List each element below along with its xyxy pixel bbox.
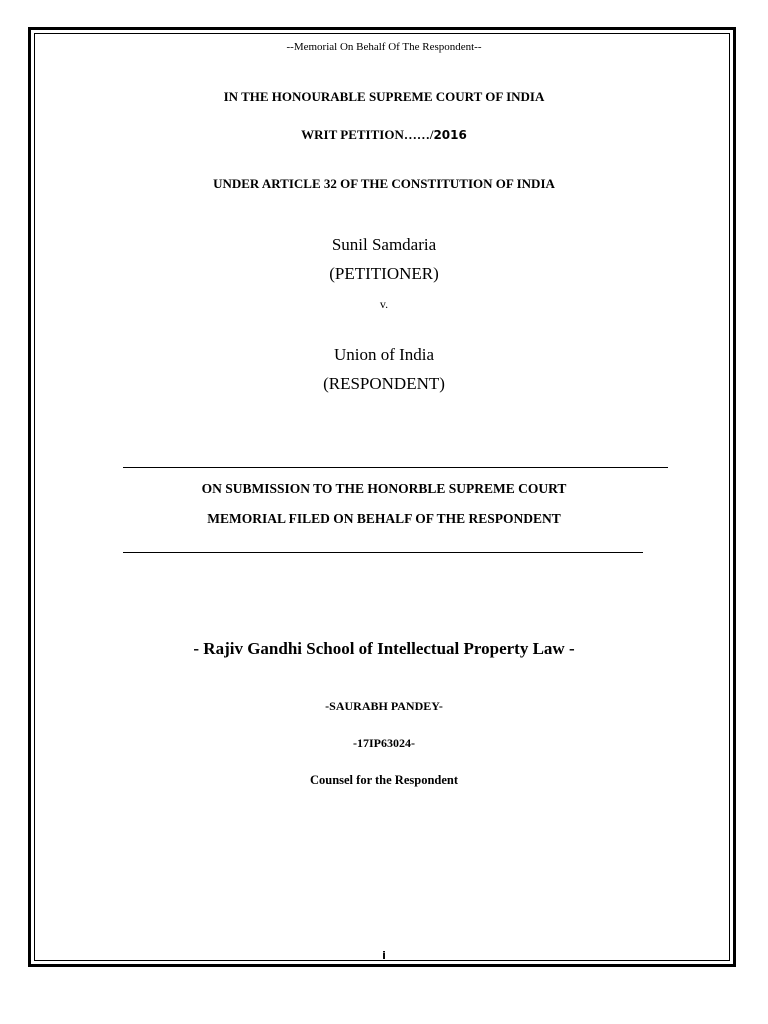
divider-bottom — [123, 552, 643, 553]
memorial-heading: MEMORIAL FILED ON BEHALF OF THE RESPONDENT — [207, 511, 561, 526]
page-border-inner — [34, 33, 730, 961]
respondent-name: Union of India — [333, 345, 435, 364]
writ-petition-line — [0, 127, 768, 143]
counsel-name: -SAURABH PANDEY- — [325, 699, 443, 713]
respondent-role: (RESPONDENT) — [323, 374, 445, 393]
petitioner-role: (PETITIONER) — [329, 264, 439, 283]
article-line: UNDER ARTICLE 32 OF THE CONSTITUTION OF INDIA — [213, 176, 555, 191]
page-number: i — [382, 949, 386, 962]
versus-label: v. — [379, 297, 389, 311]
writ-petition-year: 2016 — [433, 128, 467, 142]
writ-petition-label: WRIT PETITION……/ — [301, 127, 434, 142]
submission-heading: ON SUBMISSION TO THE HONORBLE SUPREME COURT — [201, 481, 567, 496]
running-header: --Memorial On Behalf Of The Respondent-- — [286, 41, 482, 53]
counsel-roll-number: -17IP63024- — [353, 736, 415, 750]
school-name: - Rajiv Gandhi School of Intellectual Property Law - — [193, 639, 575, 658]
counsel-role: Counsel for the Respondent — [309, 773, 459, 787]
court-title: IN THE HONOURABLE SUPREME COURT OF INDIA — [223, 89, 545, 104]
petitioner-name: Sunil Samdaria — [331, 235, 437, 254]
divider-top — [123, 467, 668, 468]
